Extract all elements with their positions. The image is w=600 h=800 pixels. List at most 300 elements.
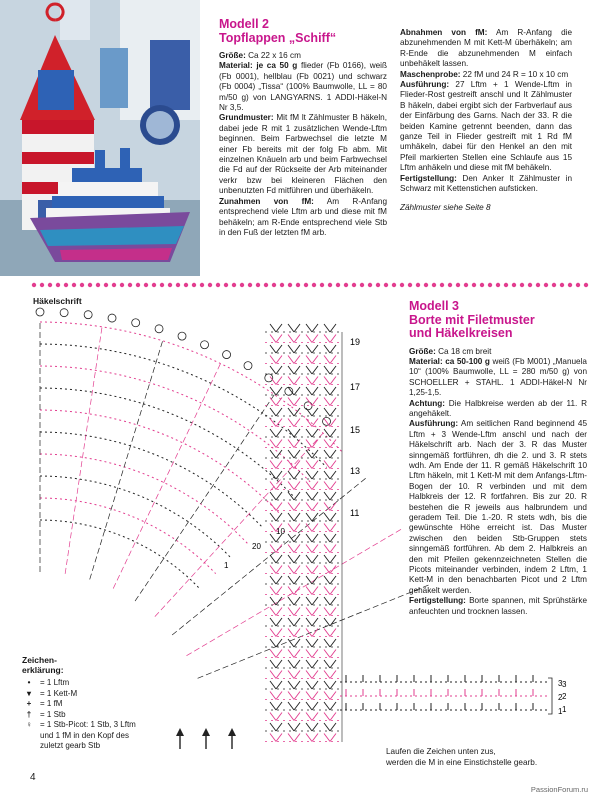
separator-dot — [384, 283, 388, 287]
stitch — [312, 345, 318, 353]
stitch — [330, 513, 336, 521]
separator-dot — [504, 283, 508, 287]
stitch — [312, 324, 318, 332]
stitch — [306, 513, 312, 521]
picot — [223, 351, 231, 359]
separator-dot — [424, 283, 428, 287]
row-label-1a: 1 — [224, 561, 229, 570]
stitch — [294, 723, 300, 731]
stitch — [288, 692, 294, 700]
stitch — [270, 408, 276, 416]
stitch — [324, 482, 330, 490]
stitch — [270, 723, 276, 731]
separator-dot — [552, 283, 556, 287]
strip-label-3: 3 — [558, 679, 563, 688]
separator-dot — [80, 283, 84, 287]
stitch — [276, 345, 282, 353]
legend-symbol: ▾ — [26, 688, 31, 698]
stitch — [312, 692, 318, 700]
stitch — [276, 471, 282, 479]
stitch — [270, 366, 276, 374]
stitch — [294, 629, 300, 637]
legend-row — [22, 699, 172, 710]
separator-dot — [320, 283, 324, 287]
stitch — [288, 650, 294, 658]
separator-dot — [488, 283, 492, 287]
stitch — [330, 429, 336, 437]
stitch — [288, 461, 294, 469]
separator-dot — [136, 283, 140, 287]
stitch — [288, 513, 294, 521]
separator-dot — [256, 283, 260, 287]
stitch — [276, 587, 282, 595]
fan-arc — [40, 498, 216, 574]
stitch — [324, 524, 330, 532]
stitch — [294, 324, 300, 332]
row-label-17: 17 — [350, 382, 361, 392]
stitch — [312, 681, 318, 689]
stitch — [306, 723, 312, 731]
stitch — [270, 492, 276, 500]
stitch — [324, 377, 330, 385]
stitch — [276, 366, 282, 374]
stitch — [294, 618, 300, 626]
fan-spoke — [65, 327, 102, 574]
stitch — [288, 618, 294, 626]
stitch — [288, 671, 294, 679]
stitch — [276, 408, 282, 416]
legend-symbol: • — [27, 678, 31, 687]
potholder-illustration — [0, 0, 200, 276]
stitch — [324, 545, 330, 553]
stitch — [294, 482, 300, 490]
stitch — [306, 650, 312, 658]
stitch — [270, 681, 276, 689]
stitch — [294, 503, 300, 511]
strip-label-1: 1 — [558, 707, 563, 716]
stitch — [270, 629, 276, 637]
model2-material: Material: je ca 50 g flieder (Fb 0166), weiß (Fb 0001), hellblau (Fb 0021) und schwarz (Fb 0004) „Tissa“ (100% Baumwolle, LL = 80 m/50 g) von LANGYARNS. 1 ADDI-Häkel-N Nr 3,5. — [219, 61, 387, 113]
stitch — [312, 419, 318, 427]
legend-text: = 1 Stb — [40, 709, 66, 719]
model2-fertigstellung: Fertigstellung: Den Anker lt Zählmuster in Schwarz mit Kettenstichen aufsticken. — [400, 173, 572, 194]
stitch — [276, 482, 282, 490]
stitch — [294, 639, 300, 647]
legend-row — [22, 689, 172, 700]
stitch — [306, 461, 312, 469]
separator-dot — [104, 283, 108, 287]
stitch — [294, 419, 300, 427]
stitch — [276, 335, 282, 343]
separator-dot — [176, 283, 180, 287]
stitch — [294, 650, 300, 658]
stitch — [276, 671, 282, 679]
stitch — [312, 639, 318, 647]
legend-text: und 1 fM in den Kopf des — [40, 730, 129, 740]
stitch — [312, 356, 318, 364]
separator-dot — [408, 283, 412, 287]
stitch — [330, 650, 336, 658]
stitch — [312, 440, 318, 448]
stitch — [270, 503, 276, 511]
chart-note: Laufen die Zeichen unten zus, werden die M in eine Einstichstelle gearb. — [386, 747, 538, 767]
stitch — [306, 356, 312, 364]
dotted-separator — [30, 282, 590, 288]
stitch — [276, 713, 282, 721]
separator-dot — [568, 283, 572, 287]
separator-dot — [128, 283, 132, 287]
stitch — [330, 356, 336, 364]
stitch — [312, 555, 318, 563]
stitch — [306, 713, 312, 721]
separator-dot — [168, 283, 172, 287]
arrows — [176, 728, 236, 749]
stitch — [330, 366, 336, 374]
stitch — [306, 639, 312, 647]
legend-row — [22, 741, 172, 752]
row-label-11: 11 — [350, 508, 360, 518]
stitch — [294, 713, 300, 721]
fan-arc — [40, 432, 263, 528]
stitch — [324, 513, 330, 521]
stitch — [306, 429, 312, 437]
separator-dot — [272, 283, 276, 287]
stitch — [312, 524, 318, 532]
model3-achtung: Achtung: Die Halbkreise werden ab der 11. R angehäkelt. — [409, 398, 587, 418]
stitch — [312, 629, 318, 637]
stitch — [294, 387, 300, 395]
stitch — [270, 608, 276, 616]
separator-dot — [392, 283, 396, 287]
legend-text: zuletzt gearb Stb — [40, 741, 101, 750]
legend-text: = 1 Lftm — [40, 678, 70, 687]
stitch — [288, 335, 294, 343]
stitch — [270, 671, 276, 679]
stitch — [324, 408, 330, 416]
stitch — [306, 408, 312, 416]
stitch — [270, 398, 276, 406]
stitch — [276, 734, 282, 742]
stitch — [276, 513, 282, 521]
stitch — [312, 660, 318, 668]
separator-dot — [304, 283, 308, 287]
stitch — [324, 534, 330, 542]
stitch — [288, 471, 294, 479]
separator-dot — [496, 283, 500, 287]
stitch — [276, 356, 282, 364]
picot — [84, 311, 92, 319]
stitch — [330, 482, 336, 490]
stitch — [276, 618, 282, 626]
stitch — [312, 671, 318, 679]
model2-title-line2: Topflappen „Schiff“ — [219, 30, 337, 45]
stitch — [330, 545, 336, 553]
stitch — [294, 335, 300, 343]
model3-title — [409, 300, 587, 341]
stitch — [306, 597, 312, 605]
stitch — [288, 534, 294, 542]
fan-spoke — [90, 340, 163, 579]
stitch — [294, 576, 300, 584]
stitch — [324, 702, 330, 710]
legend-symbol: ♀ — [26, 720, 32, 729]
stitch — [270, 734, 276, 742]
stitch — [294, 471, 300, 479]
stitch — [294, 671, 300, 679]
model2-left-column — [219, 18, 387, 238]
stitch — [288, 555, 294, 563]
separator-dot — [312, 283, 316, 287]
legend-row — [22, 710, 172, 721]
fan-arc — [40, 454, 247, 543]
stitch — [288, 503, 294, 511]
stitch — [312, 545, 318, 553]
fan-spoke — [113, 363, 221, 589]
stitch — [288, 734, 294, 742]
stitch — [270, 356, 276, 364]
stitch — [270, 587, 276, 595]
stitch — [306, 555, 312, 563]
picot — [201, 341, 209, 349]
stitch — [288, 660, 294, 668]
stitch — [294, 734, 300, 742]
model2-title-line1: Modell 2 — [219, 17, 270, 31]
stitch — [324, 608, 330, 616]
stitch — [330, 671, 336, 679]
stitch — [276, 555, 282, 563]
separator-dot — [264, 283, 268, 287]
stitch — [306, 387, 312, 395]
stitch — [294, 450, 300, 458]
stitch — [306, 450, 312, 458]
stitch — [330, 503, 336, 511]
separator-dot — [32, 283, 36, 287]
stitch — [312, 587, 318, 595]
stitch — [306, 324, 312, 332]
row-label-19: 19 — [350, 337, 361, 347]
separator-dot — [48, 283, 52, 287]
stitch — [312, 576, 318, 584]
model3-title-line2: Borte mit Filetmuster — [409, 312, 535, 327]
stitch — [288, 408, 294, 416]
stitch — [312, 366, 318, 374]
stitch — [288, 440, 294, 448]
separator-dot — [40, 283, 44, 287]
stitch — [312, 471, 318, 479]
stitch — [270, 566, 276, 574]
stitch — [330, 713, 336, 721]
stitch — [270, 482, 276, 490]
stitch — [324, 692, 330, 700]
stitch — [294, 429, 300, 437]
separator-dot — [72, 283, 76, 287]
stitch — [270, 450, 276, 458]
stitch — [276, 440, 282, 448]
legend-row — [22, 678, 172, 689]
separator-dot — [576, 283, 580, 287]
stitch — [306, 587, 312, 595]
separator-dot — [448, 283, 452, 287]
stitch — [306, 471, 312, 479]
stitch — [324, 461, 330, 469]
separator-dot — [280, 283, 284, 287]
stitch — [330, 408, 336, 416]
stitch — [270, 335, 276, 343]
separator-dot — [528, 283, 532, 287]
fan-spoke — [172, 478, 366, 635]
strip-label-2: 2 — [558, 693, 563, 702]
stitch — [312, 408, 318, 416]
legend-title: Zeichen- erklärung: — [22, 655, 64, 675]
model3-fertigstellung: Fertigstellung: Borte spannen, mit Sprühstärke anfeuchten und trocknen lassen. — [409, 596, 587, 616]
row-label-3: 3 — [562, 680, 567, 689]
arrow-head — [176, 728, 184, 736]
stitch — [276, 702, 282, 710]
picot — [178, 332, 186, 340]
stitch — [312, 566, 318, 574]
stitch — [276, 566, 282, 574]
legend — [22, 655, 172, 752]
separator-dot — [328, 283, 332, 287]
stitch — [330, 734, 336, 742]
watermark: PassionForum.ru — [530, 785, 588, 794]
stitch — [312, 534, 318, 542]
stitch — [276, 660, 282, 668]
separator-dot — [400, 283, 404, 287]
stitch — [288, 597, 294, 605]
stitch — [270, 345, 276, 353]
stitch — [330, 608, 336, 616]
stitch — [294, 408, 300, 416]
stitch — [270, 618, 276, 626]
stitch — [312, 618, 318, 626]
model2-zaehlmuster-note: Zählmuster siehe Seite 8 — [400, 202, 491, 212]
arrow-head — [202, 728, 210, 736]
separator-dot — [544, 283, 548, 287]
stitch — [324, 639, 330, 647]
stitch — [288, 608, 294, 616]
stitch — [270, 513, 276, 521]
stitch — [324, 492, 330, 500]
stitch — [324, 387, 330, 395]
separator-dot — [296, 283, 300, 287]
stitch — [324, 650, 330, 658]
model3-ausfuehrung: Ausführung: Am seitlichen Rand beginnend 45 Lftm + 3 Wende-Lftm anschl und nach der Häkelschrift arb. Nach der 3. R das Muster sinngemäß fortführen, dh die 2. und 3. R stets wdh. Am Ende der 11. R gemäß Häkelschrift 10 Lftm häkeln, mit 1 Kett-M mit dem Anfangs-Lftm-Bogen der 10. R verbinden und mit dem Halbkreis der 12. R fortfahren. Bis zur 20. R bestehen die R jeweils aus halbrundem und geradem Teil. Die 1.-20. R stets wdh, bis die gewünschte Höhe erreicht ist. Das Muster zwischen den beiden Stb-Gruppen stets sinngemäß fortführen. Ab dem 2. Halbkreis an den mit Pfeilen gekennzeichneten Stellen die Picots miteinander verbinden, indem 2 Lftm, 1 Kett-M in den benachbarten Picot und 2 Lftm gehäkelt werden. — [409, 419, 587, 595]
legend-text: = 1 fM — [40, 699, 63, 708]
stitch — [276, 723, 282, 731]
stitch — [276, 377, 282, 385]
model2-title — [219, 18, 387, 45]
stitch — [288, 576, 294, 584]
stitch — [324, 566, 330, 574]
stitch — [306, 335, 312, 343]
stitch — [270, 387, 276, 395]
separator-dot — [584, 283, 588, 287]
fan-spoke — [198, 585, 430, 679]
stitch — [276, 387, 282, 395]
stitch — [288, 377, 294, 385]
model2-right-column — [400, 28, 572, 213]
stitch — [288, 723, 294, 731]
fan-arc — [40, 410, 279, 513]
stitch — [288, 524, 294, 532]
stitch — [294, 356, 300, 364]
stitch — [276, 324, 282, 332]
separator-dot — [200, 283, 204, 287]
fan-spoke — [135, 394, 275, 601]
row-label-20: 20 — [252, 542, 261, 551]
stitch — [306, 534, 312, 542]
separator-dot — [224, 283, 228, 287]
stitch — [288, 419, 294, 427]
stitch — [294, 398, 300, 406]
stitch — [288, 366, 294, 374]
stitch — [306, 566, 312, 574]
stitch — [312, 650, 318, 658]
stitch — [294, 555, 300, 563]
stitch — [306, 492, 312, 500]
stitch — [330, 555, 336, 563]
stitch — [276, 650, 282, 658]
filet-strip — [340, 672, 570, 732]
stitch — [330, 576, 336, 584]
stitch — [330, 461, 336, 469]
stitch — [270, 639, 276, 647]
stitch — [270, 429, 276, 437]
stitch — [324, 356, 330, 364]
stitch — [270, 597, 276, 605]
separator-dot — [232, 283, 236, 287]
stitch — [330, 629, 336, 637]
model2-maschenprobe: Maschenprobe: 22 fM und 24 R = 10 x 10 cm — [400, 69, 569, 79]
picot — [108, 314, 116, 322]
stitch — [312, 482, 318, 490]
model3-title-line1: Modell 3 — [409, 299, 460, 313]
separator-dot — [360, 283, 364, 287]
picot — [155, 325, 163, 333]
stitch — [330, 471, 336, 479]
stitch — [324, 335, 330, 343]
stitch — [324, 671, 330, 679]
fan-arc — [40, 366, 311, 483]
stitch — [288, 482, 294, 490]
legend-text: = 1 Kett-M — [40, 688, 78, 698]
stitch — [270, 650, 276, 658]
stitch — [294, 524, 300, 532]
stitch — [276, 692, 282, 700]
stitch — [270, 555, 276, 563]
stitch — [324, 587, 330, 595]
legend-symbol: + — [26, 699, 32, 708]
stitch — [330, 377, 336, 385]
separator-dot — [344, 283, 348, 287]
separator-dot — [432, 283, 436, 287]
fan-arc — [40, 476, 232, 558]
stitch — [324, 429, 330, 437]
stitch — [312, 702, 318, 710]
page-number: 4 — [30, 772, 36, 783]
stitch — [294, 702, 300, 710]
stitch — [324, 660, 330, 668]
stitch — [294, 608, 300, 616]
stitch — [330, 419, 336, 427]
separator-dot — [56, 283, 60, 287]
stitch — [330, 702, 336, 710]
stitch — [306, 545, 312, 553]
stitch — [312, 723, 318, 731]
stitch — [330, 681, 336, 689]
separator-dot — [480, 283, 484, 287]
